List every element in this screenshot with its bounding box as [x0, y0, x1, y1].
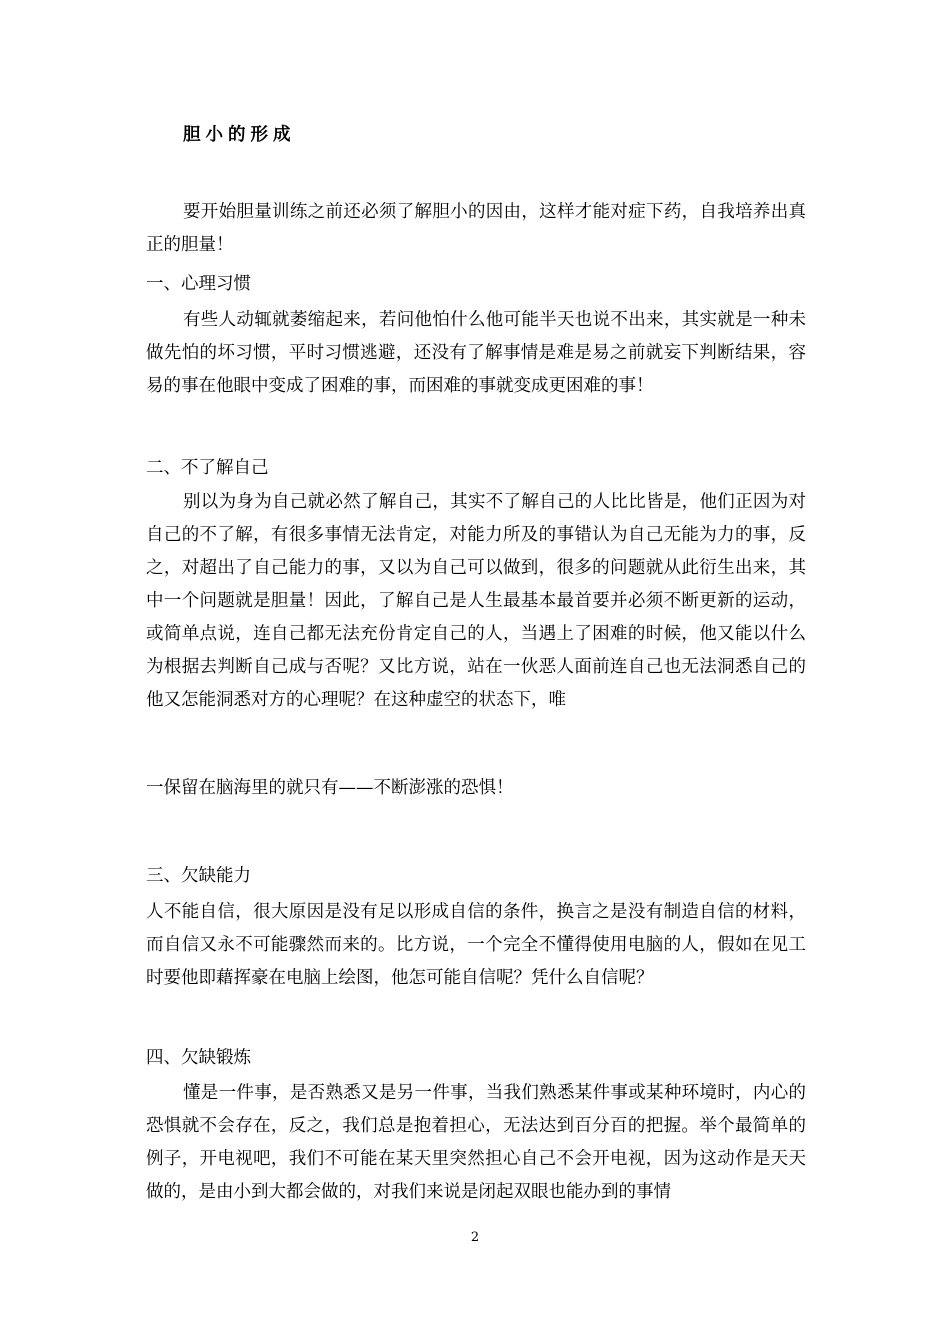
section-heading-1: 一、心理习惯: [146, 274, 251, 294]
section-heading-2: 二、不了解自己: [146, 458, 269, 478]
section-heading-4: 四、欠缺锻炼: [146, 1048, 251, 1068]
section-3-paragraph: 人不能自信，很大原因是没有足以形成自信的条件，换言之是没有制造自信的材料，而自信又永不可能骤然而来的。比方说，一个完全不懂得使用电脑的人，假如在见工时要他即藉挥豪在电脑上绘图，他怎可能自信呢？凭什么自信呢？: [146, 902, 806, 988]
section-2-paragraph-continued: 一保留在脑海里的就只有——不断澎涨的恐惧！: [146, 778, 514, 798]
section-1-paragraph: 有些人动辄就萎缩起来，若问他怕什么他可能半天也说不出来，其实就是一种未做先怕的坏习惯，平时习惯逃避，还没有了解事情是难是易之前就妄下判断结果，容易的事在他眼中变成了困难的事，而困难的事就变成更困难的事！: [146, 310, 806, 396]
page-title: 胆小的形成: [183, 125, 296, 145]
section-heading-3: 三、欠缺能力: [146, 866, 251, 886]
intro-paragraph: 要开始胆量训练之前还必须了解胆小的因由，这样才能对症下药，自我培养出真正的胆量！: [146, 202, 806, 255]
page-number: 2: [470, 1230, 480, 1245]
section-2-paragraph: 别以为身为自己就必然了解自己，其实不了解自己的人比比皆是，他们正因为对自己的不了解，有很多事情无法肯定，对能力所及的事错认为自己无能为力的事，反之，对超出了自己能力的事，又以为自己可以做到，很多的问题就从此衍生出来，其中一个问题就是胆量！因此，了解自己是人生最基本最首要并必须不断更新的运动，或简单点说，连自己都无法充份肯定自己的人，当遇上了困难的时候，他又能以什么为根据去判断自己成与否呢？又比方说，站在一伙恶人面前连自己也无法洞悉自己的他又怎能洞悉对方的心理呢？在这种虚空的状态下，唯: [146, 492, 806, 710]
section-4-paragraph: 懂是一件事，是否熟悉又是另一件事，当我们熟悉某件事或某种环境时，内心的恐惧就不会存在，反之，我们总是抱着担心，无法达到百分百的把握。举个最简单的例子，开电视吧，我们不可能在某天里突然担心自己不会开电视，因为这动作是天天做的，是由小到大都会做的，对我们来说是闭起双眼也能办到的事情: [146, 1083, 806, 1202]
